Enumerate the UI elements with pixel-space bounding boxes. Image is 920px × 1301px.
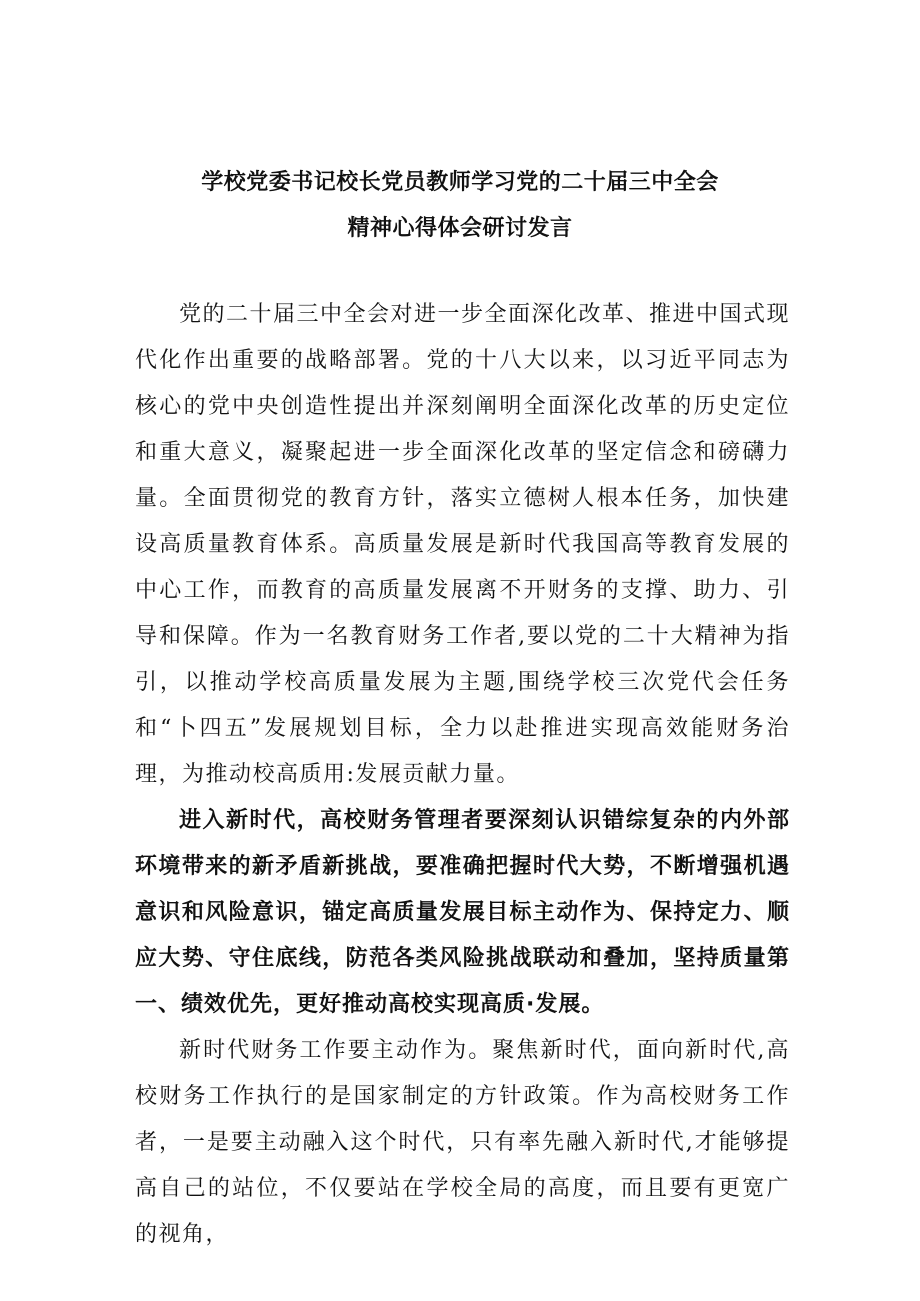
document-title <box>0 160 920 252</box>
document-body <box>135 292 790 1258</box>
title-line-1: 学校党委书记校长党员教师学习党的二十届三中全会 <box>201 170 719 195</box>
paragraph-bold-summary: 进入新时代，高校财务管理者要深刻认识错综复杂的内外部环境带来的新矛盾新挑战，要准确把握时代大势，不断增强机遇意识和风险意识，锚定高质量发展目标主动作为、保持定力、顺应大势、守住底线，防范各类风险挑战联动和叠加，坚持质量第一、绩效优先，更好推动高校实现高质·发展。 <box>135 808 790 1017</box>
title-line-2: 精神心得体会研讨发言 <box>347 216 573 241</box>
paragraph-intro: 党的二十届三中全会对进一步全面深化改革、推进中国式现代化作出重要的战略部署。党的十八大以来，以习近平同志为核心的党中央创造性提出并深刻阐明全面深化改革的历史定位和重大意义，凝聚起进一步全面深化改革的坚定信念和磅礴力量。全面贯彻党的教育方针，落实立德树人根本任务，加快建设高质量教育体系。高质量发展是新时代我国高等教育发展的中心工作，而教育的高质量发展离不开财务的支撑、助力、引导和保障。作为一名教育财务工作者,要以党的二十大精神为指引，以推动学校高质量发展为主题,围绕学校三次党代会任务和“卜四五”发展规划目标，全力以赴推进实现高效能财务治理，为推动校高质用:发展贡献力量。 <box>135 302 791 787</box>
paragraph-new-era-finance: 新时代财务工作要主动作为。聚焦新时代，面向新时代,高校财务工作执行的是国家制定的方针政策。作为高校财务工作者，一是要主动融入这个时代，只有率先融入新时代,才能够提高自己的站位，不仅要站在学校全局的高度，而且要有更宽广的视角， <box>135 1038 790 1247</box>
